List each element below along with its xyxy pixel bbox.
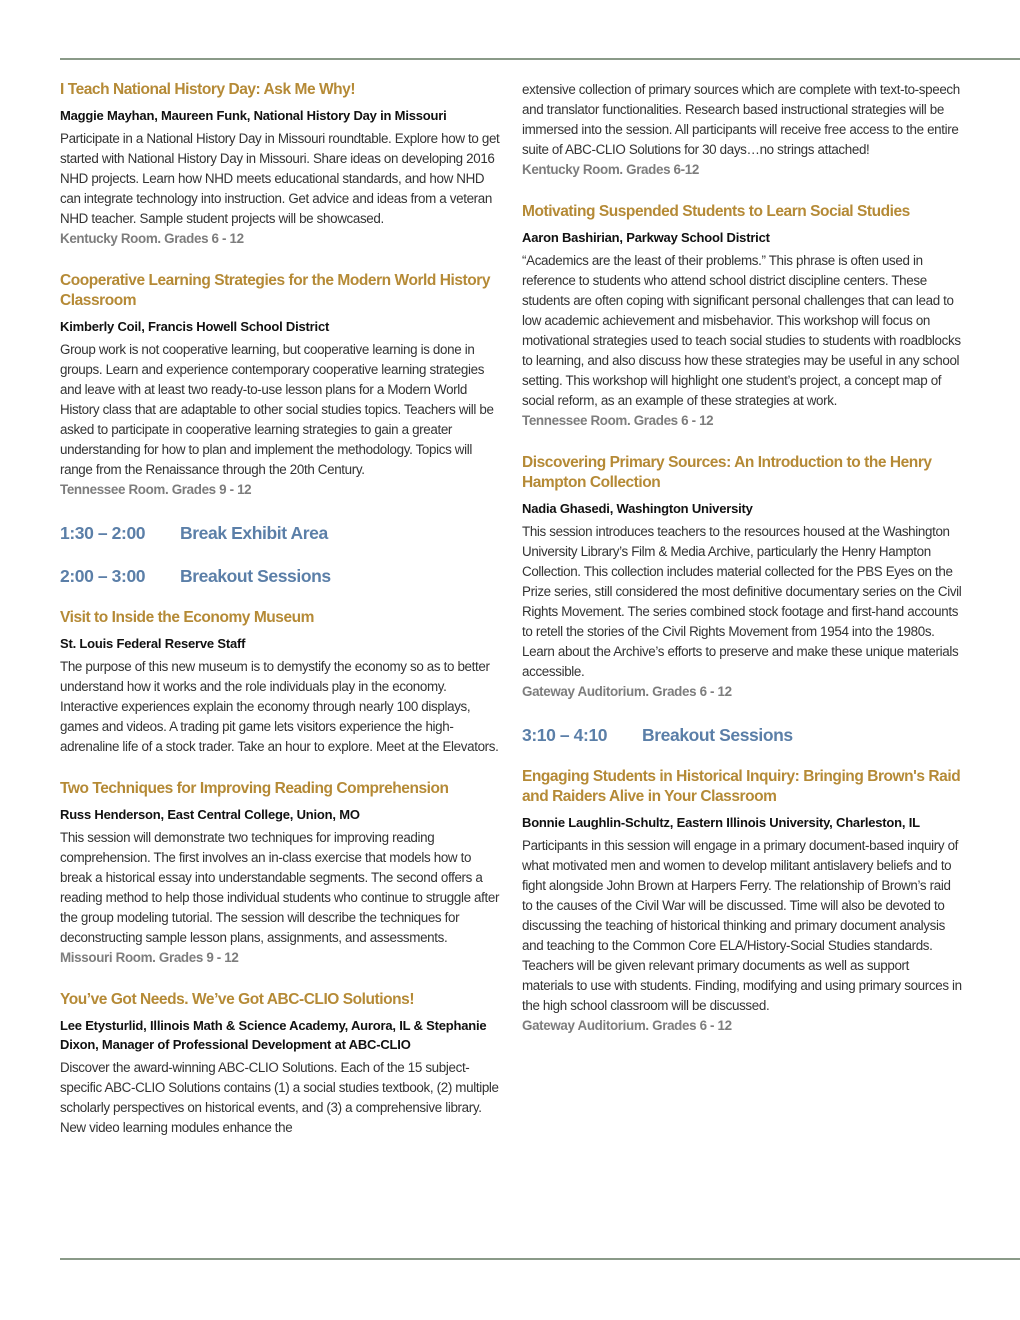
time-slot-label: Breakout Sessions [642, 725, 793, 745]
session-title: Motivating Suspended Students to Learn Social Studies [522, 203, 910, 220]
session-location: Tennessee Room. Grades 9 - 12 [60, 482, 252, 497]
time-heading-breakout [60, 565, 500, 587]
session-suspended-students [522, 202, 962, 431]
session-title: Visit to Inside the Economy Museum [60, 609, 314, 626]
session-presenter: Bonnie Laughlin-Schultz, Eastern Illinois University, Charleston, IL [522, 815, 920, 830]
right-column [522, 80, 962, 1058]
time-heading-break [60, 522, 500, 544]
left-column [60, 80, 500, 1160]
session-abc-clio-continued [522, 80, 962, 180]
time-slot-label: Break Exhibit Area [180, 523, 328, 543]
bottom-rule [60, 1258, 1020, 1260]
session-title: Engaging Students in Historical Inquiry: Bringing Brown's Raid and Raiders Alive in Your Classroom [522, 768, 961, 805]
session-title: I Teach National History Day: Ask Me Why! [60, 81, 356, 98]
time-slot: 2:00 – 3:00 [60, 566, 146, 586]
session-presenter: Nadia Ghasedi, Washington University [522, 501, 753, 516]
session-location: Kentucky Room. Grades 6 - 12 [60, 231, 244, 246]
session-description: Discover the award-winning ABC-CLIO Solutions. Each of the 15 subject-specific ABC-CLIO Solutions contains (1) a social studies textbook, (2) multiple scholarly perspectives on historical events, and (3) a comprehensive library. New video learning modules enhance the [60, 1060, 499, 1135]
session-location: Gateway Auditorium. Grades 6 - 12 [522, 684, 732, 699]
session-reading-comprehension [60, 779, 500, 968]
time-slot-label: Breakout Sessions [180, 566, 331, 586]
time-slot: 1:30 – 2:00 [60, 523, 146, 543]
session-description: Group work is not cooperative learning, but cooperative learning is done in groups. Learn and experience contemporary cooperative learning strategies and leave with at least two ready-to-use lesson plans for a Modern World History class that are adaptable to other social studies topics. Teachers will be asked to participate in cooperative learning strategies to gain a greater understanding for how to plan and implement the methodology. Topics will range from the Renaissance through the 20th Century. [60, 342, 494, 477]
session-title: Discovering Primary Sources: An Introduction to the Henry Hampton Collection [522, 454, 932, 491]
session-description: “Academics are the least of their problems.” This phrase is often used in reference to students who attend school district discipline centers. These students are often coping with significant personal challenges that can lead to low academic achievement and misbehavior. This workshop will focus on motivational strategies used to teach social studies to students with roadblocks to learning, and also discuss how these strategies may be useful in any school setting. This workshop will highlight one student’s project, a concept map of social reform, as an example of these strategies at work. [522, 253, 961, 408]
session-nhd [60, 80, 500, 249]
session-primary-sources [522, 453, 962, 702]
session-location: Gateway Auditorium. Grades 6 - 12 [522, 1018, 732, 1033]
session-description: Participate in a National History Day in Missouri roundtable. Explore how to get started with National History Day in Missouri. Share ideas on developing 2016 NHD projects. Learn how NHD meets educational standards, and how NHD can integrate technology into instruction. Get advice and ideas from a veteran NHD teacher. Sample student projects will be showcased. [60, 131, 500, 226]
session-description: The purpose of this new museum is to demystify the economy so as to better understand how it works and the role individuals play in the economy. Interactive experiences explain the economy through nearly 100 displays, games and videos. A trading pit game lets visitors experience the high-adrenaline life of a stock trader. Take an hour to explore. Meet at the Elevators. [60, 659, 499, 754]
session-presenter: St. Louis Federal Reserve Staff [60, 636, 246, 651]
session-location: Kentucky Room. Grades 6-12 [522, 162, 699, 177]
session-presenter: Russ Henderson, East Central College, Union, MO [60, 807, 360, 822]
session-description: extensive collection of primary sources which are complete with text-to-speech and translator functionalities. Research based instructional strategies will be immersed into the session. All participants will receive free access to the entire suite of ABC-CLIO Solutions for 30 days…no strings attached! [522, 82, 960, 157]
session-location: Missouri Room. Grades 9 - 12 [60, 950, 239, 965]
time-heading-breakout-afternoon [522, 724, 962, 746]
session-title: Two Techniques for Improving Reading Comprehension [60, 780, 449, 797]
session-description: This session introduces teachers to the resources housed at the Washington University Library’s Film & Media Archive, particularly the Henry Hampton Collection. This collection includes material collected for the PBS Eyes on the Prize series, still considered the most definitive documentary series on the Civil Rights Movement. The series combined stock footage and first-hand accounts to retell the stories of the Civil Rights Movement from 1954 into the 1980s. Learn about the Archive’s efforts to preserve and make these unique materials accessible. [522, 524, 962, 679]
session-browns-raid [522, 767, 962, 1036]
session-description: Participants in this session will engage in a primary document-based inquiry of what motivated men and women to develop militant antislavery beliefs and to fight alongside John Brown at Harpers Ferry. The relationship of Brown’s raid to the causes of the Civil War will be discussed. Time will also be devoted to discussing the teaching of historical thinking and primary document analysis and teaching to the Common Core ELA/History-Social Studies standards. Teachers will be given relevant primary documents as well as support materials to use with students. Finding, modifying and using primary sources in the high school classroom will be discussed. [522, 838, 962, 1013]
session-presenter: Aaron Bashirian, Parkway School District [522, 230, 770, 245]
time-slot: 3:10 – 4:10 [522, 725, 608, 745]
session-presenter: Maggie Mayhan, Maureen Funk, National History Day in Missouri [60, 108, 447, 123]
session-cooperative-learning [60, 271, 500, 500]
session-presenter: Lee Etysturlid, Illinois Math & Science Academy, Aurora, IL & Stephanie Dixon, Manager of Professional Development at ABC-CLIO [60, 1018, 487, 1052]
session-title: Cooperative Learning Strategies for the Modern World History Classroom [60, 272, 491, 309]
session-description: This session will demonstrate two techniques for improving reading comprehension. The first involves an in-class exercise that models how to break a historical essay into understandable segments. The second offers a reading method to help those individual students who continue to struggle after the group modeling tutorial. The session will describe the techniques for deconstructing sample lesson plans, assignments, and assessments. [60, 830, 500, 945]
top-rule [60, 58, 1020, 60]
session-title: You’ve Got Needs. We’ve Got ABC-CLIO Solutions! [60, 991, 415, 1008]
session-presenter: Kimberly Coil, Francis Howell School District [60, 319, 330, 334]
session-economy-museum [60, 608, 500, 757]
session-location: Tennessee Room. Grades 6 - 12 [522, 413, 714, 428]
session-abc-clio [60, 990, 500, 1138]
